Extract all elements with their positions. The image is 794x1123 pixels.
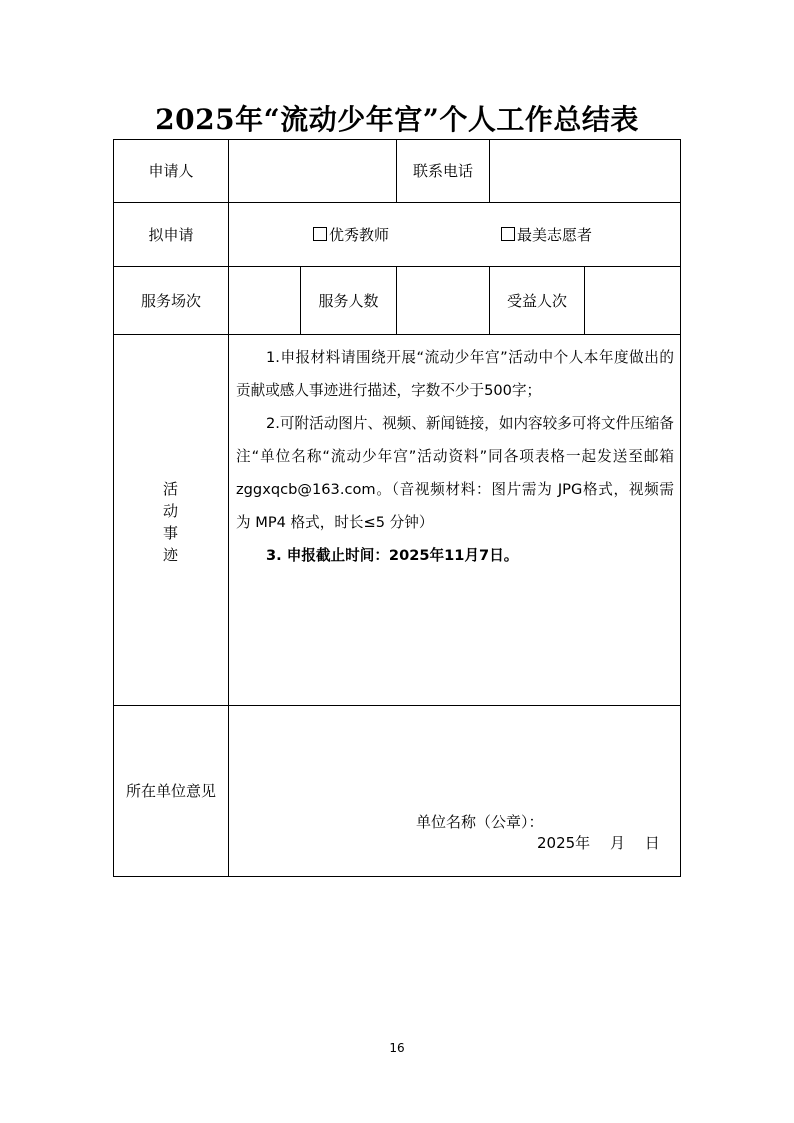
instruction-item	[236, 539, 674, 572]
option-label: 优秀教师	[329, 226, 390, 244]
service-people-field[interactable]	[397, 267, 489, 334]
signature-date: 2025年 月 日	[537, 834, 660, 852]
beneficiaries-label: 受益人次	[506, 291, 567, 310]
phone-label: 联系电话	[412, 162, 473, 180]
table-border-right	[680, 139, 681, 877]
applicant-label: 申请人	[148, 162, 194, 180]
option-best-volunteer[interactable]	[501, 225, 592, 245]
instruction-text: 1.申报材料请围绕开展“流动少年宫”活动中个人本年度做出的贡献或感人事迹进行描述，字数不少于500字；	[236, 349, 674, 399]
service-sessions-field[interactable]	[229, 267, 300, 334]
deadline-text: 3. 申报截止时间：2025年11月7日。	[266, 547, 519, 564]
page-title: 2025年“流动少年宫”个人工作总结表	[155, 103, 639, 136]
option-label: 最美志愿者	[517, 226, 593, 244]
table-divider	[113, 334, 681, 335]
unit-opinion-label: 所在单位意见	[125, 782, 216, 800]
label-char: 活	[162, 480, 178, 498]
applicant-field[interactable]	[229, 140, 396, 202]
instruction-item	[236, 341, 674, 407]
page-number: 16	[389, 1041, 405, 1055]
beneficiaries-field[interactable]	[585, 267, 680, 334]
instruction-item	[236, 407, 674, 539]
table-border-bottom	[113, 876, 681, 877]
apply-for-label: 拟申请	[148, 225, 194, 244]
activity-record-field[interactable]	[229, 570, 680, 704]
unit-name-stamp-label: 单位名称（公章）：	[416, 813, 544, 831]
checkbox-icon[interactable]	[501, 227, 515, 241]
option-excellent-teacher[interactable]	[313, 225, 389, 245]
label-char: 事	[162, 524, 178, 542]
unit-opinion-field[interactable]	[229, 706, 680, 806]
activity-record-label	[113, 478, 228, 566]
label-char: 迹	[162, 546, 178, 564]
checkbox-icon[interactable]	[313, 227, 327, 241]
service-sessions-label: 服务场次	[140, 291, 201, 310]
instruction-text: 2.可附活动图片、视频、新闻链接，如内容较多可将文件压缩备注“单位名称“流动少年宫”活动资料”同各项表格一起发送至邮箱zggxqcb@163.com。（音视频材料：图片需为 JPG格式，视频需为 MP4 格式，时长≤5 分钟）	[236, 415, 674, 531]
instructions	[236, 341, 674, 572]
service-people-label: 服务人数	[318, 291, 379, 310]
phone-field[interactable]	[490, 140, 680, 202]
label-char: 动	[162, 502, 178, 520]
